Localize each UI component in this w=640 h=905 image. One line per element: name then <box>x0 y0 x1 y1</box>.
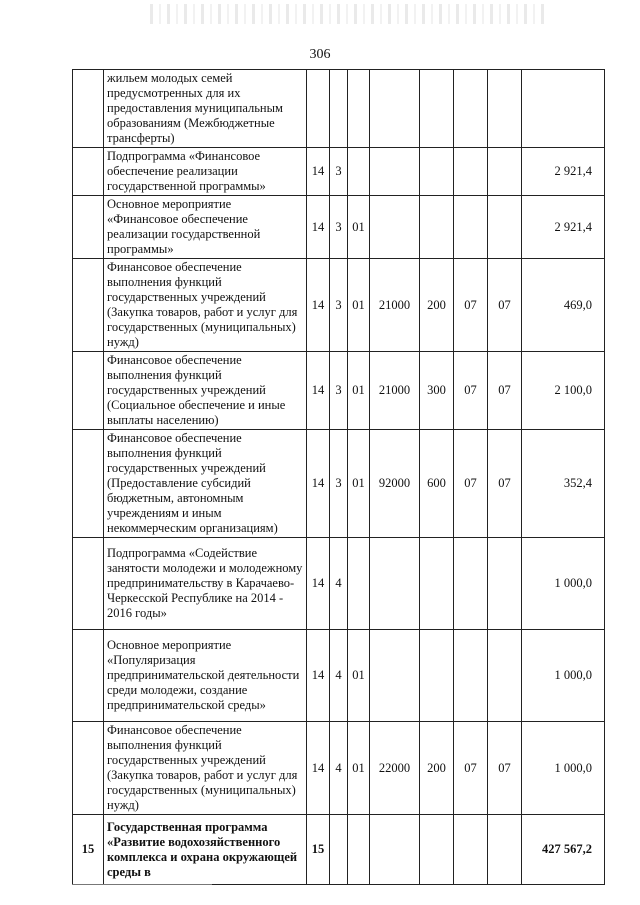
cell-rz: 07 <box>454 259 488 352</box>
cell-dir <box>370 70 420 148</box>
cell-pp: 4 <box>330 630 348 722</box>
cell-gp: 14 <box>307 259 330 352</box>
cell-sum: 2 921,4 <box>522 148 605 196</box>
cell-name: Основное мероприятие «Финансовое обеспечение реализации государственной программы» <box>104 196 307 259</box>
cell-gp: 14 <box>307 630 330 722</box>
cell-num <box>73 70 104 148</box>
cell-vr: 200 <box>420 722 454 815</box>
cell-pr <box>488 815 522 885</box>
cell-pp: 4 <box>330 538 348 630</box>
cell-vr: 600 <box>420 430 454 538</box>
cell-name: жильем молодых семей предусмотренных для их предоставления муниципальным образованиям (Межбюджетные трансферты) <box>104 70 307 148</box>
cell-dir <box>370 630 420 722</box>
cell-vr <box>420 196 454 259</box>
cell-num <box>73 722 104 815</box>
cell-pp: 3 <box>330 196 348 259</box>
cell-dir <box>370 538 420 630</box>
cell-vr <box>420 70 454 148</box>
cell-gp: 14 <box>307 352 330 430</box>
cell-pr <box>488 538 522 630</box>
cell-rz: 07 <box>454 430 488 538</box>
cell-sum: 352,4 <box>522 430 605 538</box>
cell-sum: 469,0 <box>522 259 605 352</box>
cell-num <box>73 538 104 630</box>
cell-gp: 14 <box>307 538 330 630</box>
cell-vr: 200 <box>420 259 454 352</box>
cell-pr: 07 <box>488 259 522 352</box>
cell-sum: 1 000,0 <box>522 630 605 722</box>
cell-name: Государственная программа «Развитие водохозяйственного комплекса и охрана окружающей среды в <box>104 815 307 885</box>
table-row <box>73 815 605 885</box>
cell-num: 15 <box>73 815 104 885</box>
cell-pr <box>488 196 522 259</box>
cell-sum: 1 000,0 <box>522 538 605 630</box>
budget-table <box>72 69 605 885</box>
cell-pp <box>330 70 348 148</box>
cell-sum: 427 567,2 <box>522 815 605 885</box>
cell-rz <box>454 70 488 148</box>
table-row <box>73 148 605 196</box>
cell-om: 01 <box>348 259 370 352</box>
cell-om: 01 <box>348 196 370 259</box>
cell-sum: 2 921,4 <box>522 196 605 259</box>
cell-name: Финансовое обеспечение выполнения функций государственных учреждений (Закупка товаров, работ и услуг для государственных (муниципальных) нужд) <box>104 722 307 815</box>
table-row <box>73 538 605 630</box>
scan-artifact <box>150 4 550 24</box>
cell-rz <box>454 815 488 885</box>
cell-pr: 07 <box>488 722 522 815</box>
cell-num <box>73 430 104 538</box>
cell-om: 01 <box>348 352 370 430</box>
cell-pp: 3 <box>330 352 348 430</box>
table-row <box>73 630 605 722</box>
cell-num <box>73 630 104 722</box>
cell-rz: 07 <box>454 352 488 430</box>
cell-pp: 3 <box>330 430 348 538</box>
table-row <box>73 70 605 148</box>
cell-om: 01 <box>348 630 370 722</box>
table-row <box>73 722 605 815</box>
cell-name: Финансовое обеспечение выполнения функций государственных учреждений (Социальное обеспечение и иные выплаты населению) <box>104 352 307 430</box>
footer-rule <box>72 884 212 885</box>
cell-pp: 3 <box>330 148 348 196</box>
cell-vr <box>420 815 454 885</box>
cell-vr <box>420 538 454 630</box>
cell-pr <box>488 148 522 196</box>
cell-pp: 4 <box>330 722 348 815</box>
cell-rz <box>454 196 488 259</box>
cell-gp: 15 <box>307 815 330 885</box>
cell-dir: 21000 <box>370 259 420 352</box>
table-row <box>73 196 605 259</box>
cell-vr <box>420 630 454 722</box>
cell-om: 01 <box>348 722 370 815</box>
cell-rz <box>454 148 488 196</box>
cell-num <box>73 352 104 430</box>
cell-num <box>73 259 104 352</box>
cell-gp: 14 <box>307 722 330 815</box>
table-row <box>73 352 605 430</box>
cell-om <box>348 815 370 885</box>
page-number: 306 <box>309 47 331 62</box>
cell-pr: 07 <box>488 352 522 430</box>
cell-rz: 07 <box>454 722 488 815</box>
cell-pr <box>488 70 522 148</box>
cell-om <box>348 148 370 196</box>
cell-rz <box>454 630 488 722</box>
cell-gp: 14 <box>307 148 330 196</box>
cell-pp: 3 <box>330 259 348 352</box>
cell-num <box>73 148 104 196</box>
cell-name: Подпрограмма «Финансовое обеспечение реализации государственной программы» <box>104 148 307 196</box>
cell-rz <box>454 538 488 630</box>
cell-vr: 300 <box>420 352 454 430</box>
cell-sum: 2 100,0 <box>522 352 605 430</box>
cell-dir <box>370 815 420 885</box>
cell-dir: 22000 <box>370 722 420 815</box>
cell-gp: 14 <box>307 196 330 259</box>
cell-om <box>348 538 370 630</box>
cell-om: 01 <box>348 430 370 538</box>
table-row <box>73 259 605 352</box>
cell-vr <box>420 148 454 196</box>
cell-pr: 07 <box>488 430 522 538</box>
cell-dir: 21000 <box>370 352 420 430</box>
cell-dir <box>370 196 420 259</box>
cell-num <box>73 196 104 259</box>
cell-om <box>348 70 370 148</box>
cell-dir <box>370 148 420 196</box>
cell-name: Основное мероприятие «Популяризация предпринимательской деятельности среди молодежи, создание предпринимательской среды» <box>104 630 307 722</box>
cell-gp <box>307 70 330 148</box>
cell-pr <box>488 630 522 722</box>
cell-name: Подпрограмма «Содействие занятости молодежи и молодежному предпринимательству в Карачаево-Черкесской Республике на 2014 - 2016 годы» <box>104 538 307 630</box>
cell-sum <box>522 70 605 148</box>
cell-pp <box>330 815 348 885</box>
table-row <box>73 430 605 538</box>
cell-sum: 1 000,0 <box>522 722 605 815</box>
cell-gp: 14 <box>307 430 330 538</box>
cell-dir: 92000 <box>370 430 420 538</box>
cell-name: Финансовое обеспечение выполнения функций государственных учреждений (Закупка товаров, работ и услуг для государственных (муниципальных) нужд) <box>104 259 307 352</box>
cell-name: Финансовое обеспечение выполнения функций государственных учреждений (Предоставление субсидий бюджетным, автономным учреждениям и иным некоммерческим организациям) <box>104 430 307 538</box>
